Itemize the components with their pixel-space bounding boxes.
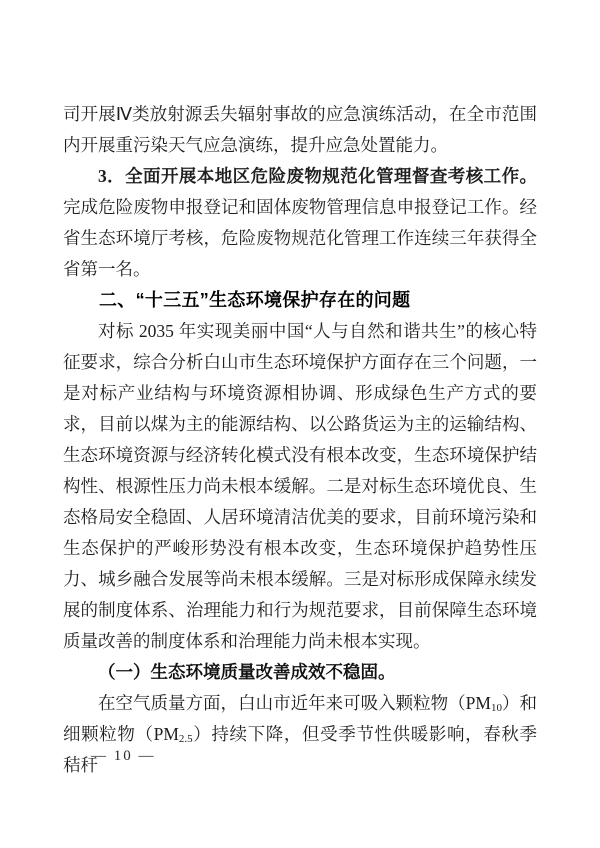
section-heading: 二、“十三五”生态环境保护存在的问题	[99, 290, 411, 310]
air-quality-seg1: 在空气质量方面，白山市近年来可吸入颗粒物（PM	[98, 693, 491, 713]
document-body	[63, 99, 537, 781]
paragraph-item3-rest: 完成危险废物申报登记和固体废物管理信息申报登记工作。经省生态环境厅考核，危险废物规范化管理工作连续三年获得全省第一名。	[63, 197, 537, 279]
paragraph-emergency-drill: 司开展Ⅳ类放射源丢失辐射事故的应急演练活动，在全市范围内开展重污染天气应急演练，提升应急处置能力。	[63, 104, 537, 155]
pm10-subscript: 10	[490, 702, 502, 715]
air-quality-seg2: ）和细颗粒物（PM	[63, 693, 538, 744]
paragraph-item3-lead: 3．全面开展本地区危险废物规范化管理督查考核工作。	[98, 166, 537, 186]
subsection-heading: （一）生态环境质量改善成效不稳固。	[98, 662, 396, 682]
paragraph-item3	[63, 161, 537, 285]
paragraph-air-quality	[63, 688, 537, 781]
page-number: — 10 —	[91, 748, 156, 764]
paragraph-problems-overview: 对标 2035 年实现美丽中国“人与自然和谐共生”的核心特征要求，综合分析白山市生态环境保护方面存在三个问题，一是对标产业结构与环境资源相协调、形成绿色生产方式的要求，目前以煤为主的能源结构、以公路货运为主的运输结构、生态环境资源与经济转化模式没有根本改变，生态环境保护结构性、根源性压力尚未根本缓解。二是对标生态环境优良、生态格局安全稳固、人居环境清洁优美的要求，目前环境污染和生态保护的严峻形势没有根本改变，生态环境保护趋势性压力、城乡融合发展等尚未根本缓解。三是对标形成保障永续发展的制度体系、治理能力和行为规范要求，目前保障生态环境质量改善的制度体系和治理能力尚未根本实现。	[63, 321, 537, 651]
air-quality-seg3: ）持续下降，但受季节性供暖影响，春秋季秸秆	[63, 724, 538, 775]
pm25-subscript: 2.5	[178, 733, 193, 746]
